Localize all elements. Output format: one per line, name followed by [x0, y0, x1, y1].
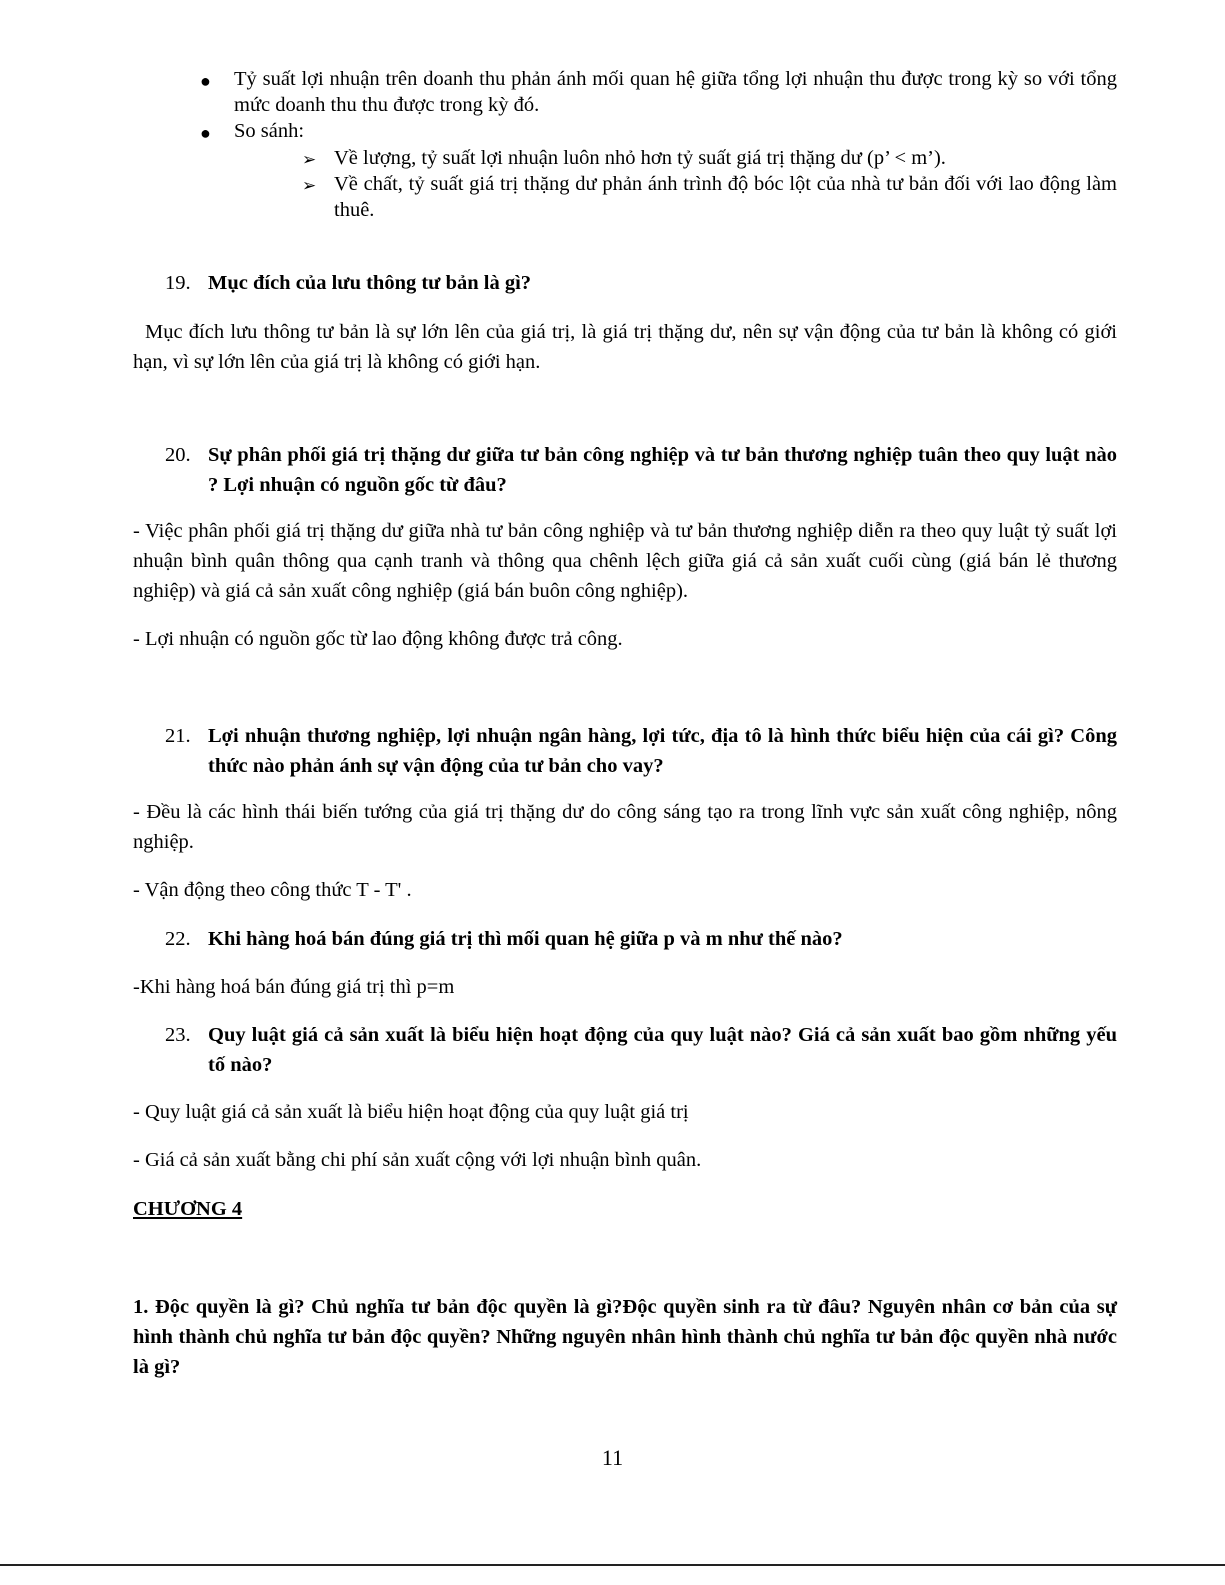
answer-paragraph: - Giá cả sản xuất bằng chi phí sản xuất cộng với lợi nhuận bình quân. [133, 1149, 702, 1171]
arrow-bullet-icon: ➢ [302, 176, 317, 196]
question-number: 21. [165, 725, 191, 747]
answer-paragraph: - Việc phân phối giá trị thặng dư giữa nhà tư bản công nghiệp và tư bản thương nghiệp diễn ra theo quy luật tỷ suất lợi nhuận bình quân thông qua cạnh tranh và thông qua chênh lệch giữa giá cả sản xuất cuối cùng (giá bán lẻ thương nghiệp) và giá cả sản xuất công nghiệp (giá bán buôn công nghiệp). [133, 520, 1117, 602]
sub-bullet-item [302, 171, 1117, 223]
sub-bullet-item [302, 145, 1117, 171]
bullet-dot-icon: ● [200, 123, 211, 143]
question-heading [165, 924, 1117, 954]
bullet-item [200, 118, 1117, 144]
answer-paragraph: -Khi hàng hoá bán đúng giá trị thì p=m [133, 976, 455, 998]
bullet-item [200, 66, 1117, 118]
page-bottom-rule [0, 1564, 1225, 1566]
question-heading [165, 721, 1117, 781]
question-number: 23. [165, 1024, 191, 1046]
question-text: Khi hàng hoá bán đúng giá trị thì mối quan hệ giữa p và m như thế nào? [208, 928, 843, 950]
question-number: 22. [165, 928, 191, 950]
question-text: Sự phân phối giá trị thặng dư giữa tư bản công nghiệp và tư bản thương nghiệp tuân theo quy luật nào ? Lợi nhuận có nguồn gốc từ đâu? [208, 444, 1117, 496]
question-number: 19. [165, 272, 191, 294]
chapter-heading: CHƯƠNG 4 [133, 1198, 243, 1220]
bullet-text: So sánh: [234, 120, 305, 142]
question-number: 20. [165, 444, 191, 466]
chapter-question: 1. Độc quyền là gì? Chủ nghĩa tư bản độc quyền là gì?Độc quyền sinh ra từ đâu? Nguyên nhân cơ bản của sự hình thành chủ nghĩa tư bản độc quyền? Những nguyên nhân hình thành chủ nghĩa tư bản độc quyền nhà nước là gì? [133, 1296, 1117, 1378]
answer-paragraph: - Lợi nhuận có nguồn gốc từ lao động không được trả công. [133, 628, 623, 650]
sub-bullet-text: Về lượng, tỷ suất lợi nhuận luôn nhỏ hơn tỷ suất giá trị thặng dư (p’ < m’). [334, 147, 946, 169]
answer-paragraph: Mục đích lưu thông tư bản là sự lớn lên của giá trị, là giá trị thặng dư, nên sự vận động của tư bản là không có giới hạn, vì sự lớn lên của giá trị là không có giới hạn. [133, 321, 1117, 373]
arrow-bullet-icon: ➢ [302, 150, 317, 170]
question-heading [165, 1020, 1117, 1080]
question-text: Mục đích của lưu thông tư bản là gì? [208, 272, 532, 294]
question-heading [165, 268, 1117, 298]
question-text: Lợi nhuận thương nghiệp, lợi nhuận ngân hàng, lợi tức, địa tô là hình thức biểu hiện của cái gì? Công thức nào phản ánh sự vận động của tư bản cho vay? [208, 725, 1117, 777]
answer-paragraph: - Quy luật giá cả sản xuất là biểu hiện hoạt động của quy luật giá trị [133, 1101, 689, 1123]
bullet-text: Tỷ suất lợi nhuận trên doanh thu phản ánh mối quan hệ giữa tổng lợi nhuận thu được trong kỳ so với tổng mức doanh thu thu được trong kỳ đó. [234, 68, 1117, 116]
answer-paragraph: - Vận động theo công thức T - T' . [133, 879, 412, 901]
question-text: Quy luật giá cả sản xuất là biểu hiện hoạt động của quy luật nào? Giá cả sản xuất bao gồm những yếu tố nào? [208, 1024, 1117, 1076]
bullet-dot-icon: ● [200, 71, 211, 91]
answer-paragraph: - Đều là các hình thái biến tướng của giá trị thặng dư do công sáng tạo ra trong lĩnh vực sản xuất công nghiệp, nông nghiệp. [133, 801, 1117, 853]
question-heading [165, 440, 1117, 500]
page-number: 11 [601, 1445, 624, 1470]
sub-bullet-text: Về chất, tỷ suất giá trị thặng dư phản ánh trình độ bóc lột của nhà tư bản đối với lao động làm thuê. [334, 173, 1117, 221]
